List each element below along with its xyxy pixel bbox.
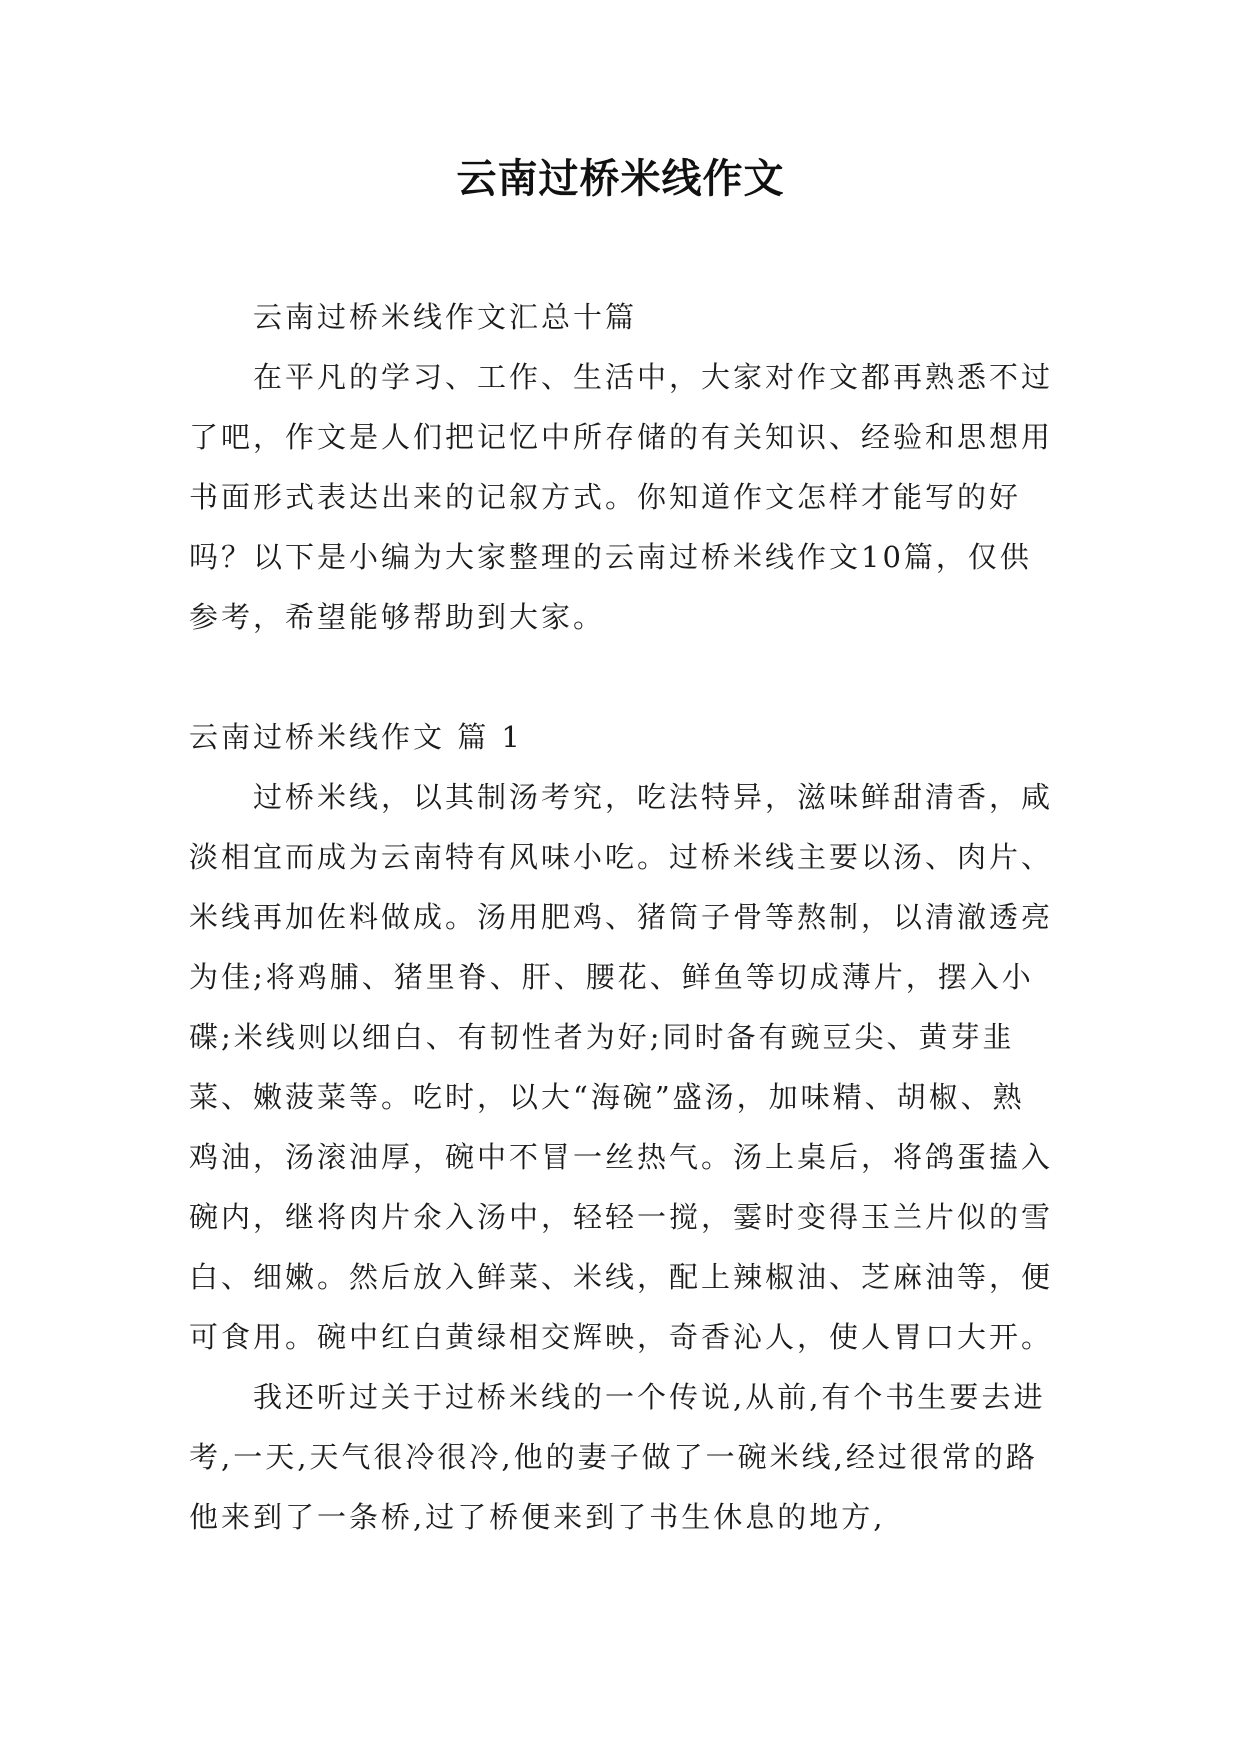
section-heading: 云南过桥米线作文 篇 1 — [189, 720, 523, 754]
body-paragraph: 过桥米线，以其制汤考究，吃法特异，滋味鲜甜清香，咸淡相宜而成为云南特有风味小吃。过桥米线主要以汤、肉片、米线再加佐料做成。汤用肥鸡、猪筒子骨等熬制，以清澈透亮为佳;将鸡脯、猪里脊、肝、腰花、鲜鱼等切成薄片，摆入小碟;米线则以细白、有韧性者为好;同时备有豌豆尖、黄芽韭菜、嫩菠菜等。吃时，以大“海碗”盛汤，加味精、胡椒、熟鸡油，汤滚油厚，碗中不冒一丝热气。汤上桌后，将鸽蛋搕入碗内，继将肉片氽入汤中，轻轻一搅，霎时变得玉兰片似的雪白、细嫩。然后放入鲜菜、米线，配上辣椒油、芝麻油等，便可食用。碗中红白黄绿相交辉映，奇香沁人，使人胃口大开。 — [189, 780, 1054, 1354]
document-title: 云南过桥米线作文 — [456, 155, 785, 202]
intro-paragraph: 在平凡的学习、工作、生活中，大家对作文都再熟悉不过了吧，作文是人们把记忆中所存储的有关知识、经验和思想用书面形式表达出来的记叙方式。你知道作文怎样才能写的好吗？以下是小编为大家整理的云南过桥米线作文10篇，仅供参考，希望能够帮助到大家。 — [189, 360, 1054, 634]
document-subtitle: 云南过桥米线作文汇总十篇 — [253, 300, 638, 334]
document-body — [189, 287, 1054, 1547]
body-paragraph: 我还听过关于过桥米线的一个传说,从前,有个书生要去进考,一天,天气很冷很冷,他的妻子做了一碗米线,经过很常的路他来到了一条桥,过了桥便来到了书生休息的地方, — [189, 1380, 1046, 1534]
